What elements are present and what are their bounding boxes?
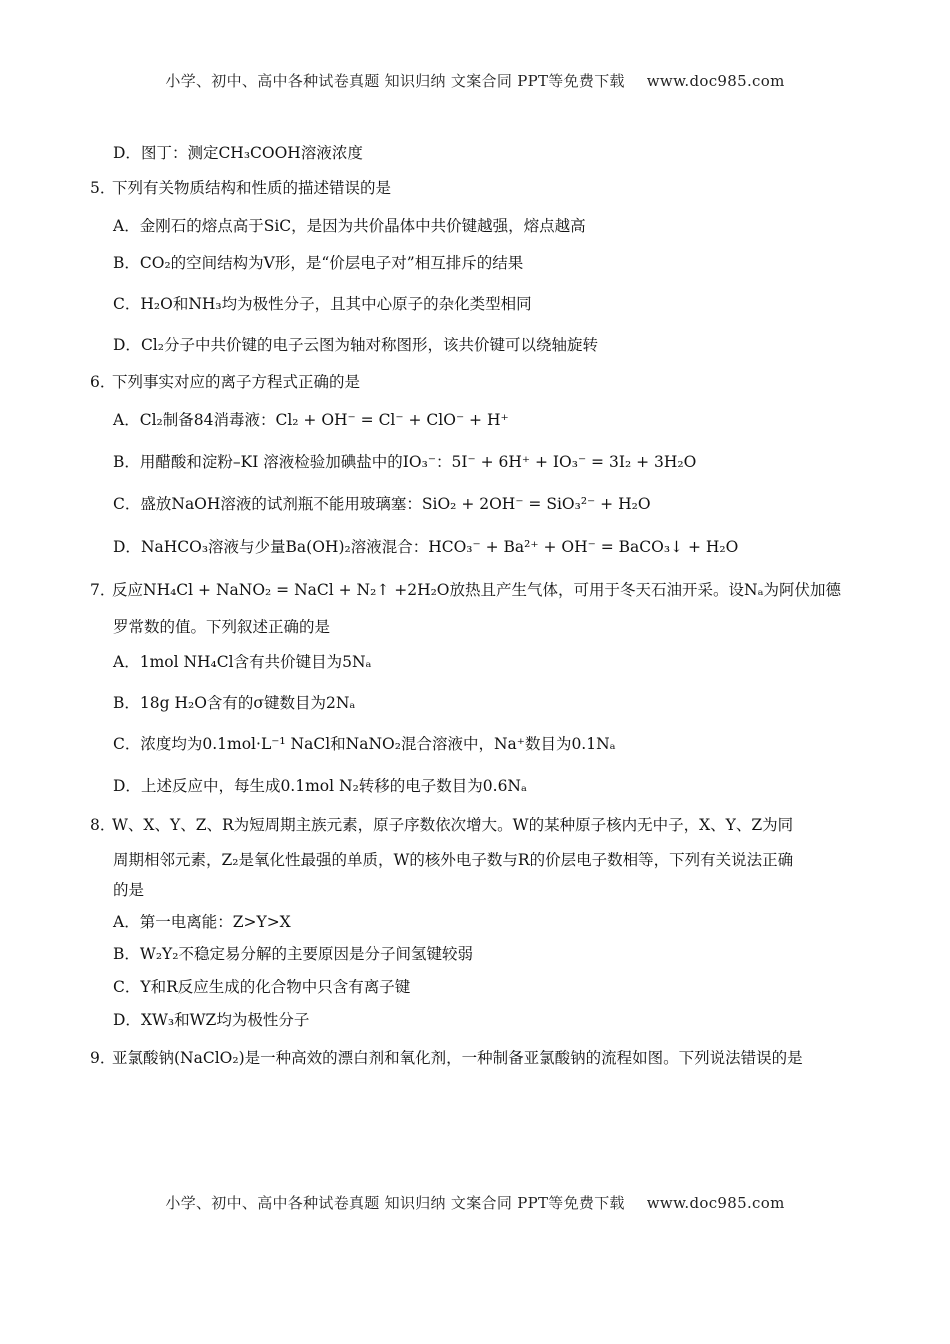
- header-url[interactable]: www.doc985.com: [646, 72, 785, 90]
- footer-url[interactable]: www.doc985.com: [646, 1194, 785, 1212]
- q5-option-b: B．CO₂的空间结构为V形，是“价层电子对”相互排斥的结果: [113, 254, 524, 272]
- page-footer: [0, 1192, 950, 1213]
- header-text: 小学、初中、高中各种试卷真题 知识归纳 文案合同 PPT等免费下载: [165, 72, 625, 90]
- question-7-stem-cont: 罗常数的值。下列叙述正确的是: [113, 618, 331, 636]
- question-8-stem-cont-2: 的是: [113, 881, 145, 899]
- q5-option-c: C．H₂O和NH₃均为极性分子，且其中心原子的杂化类型相同: [113, 295, 532, 313]
- q6-option-b: B．用醋酸和淀粉–KI 溶液检验加碘盐中的IO₃⁻：5I⁻ + 6H⁺ + IO₃⁻ = 3I₂ + 3H₂O: [113, 453, 697, 471]
- question-9-stem: 9．亚氯酸钠(NaClO₂)是一种高效的漂白剂和氧化剂，一种制备亚氯酸钠的流程如图。下列说法错误的是: [90, 1049, 803, 1067]
- page-header: [0, 70, 950, 91]
- question-7-stem: 7．反应NH₄Cl + NaNO₂ = NaCl + N₂↑ +2H₂O放热且产生气体，可用于冬天石油开采。设Nₐ为阿伏加德: [90, 581, 842, 599]
- question-5-stem: 5．下列有关物质结构和性质的描述错误的是: [90, 179, 392, 197]
- q5-option-d: D．Cl₂分子中共价键的电子云图为轴对称图形，该共价键可以绕轴旋转: [113, 336, 598, 354]
- q8-option-a: A．第一电离能：Z>Y>X: [113, 913, 291, 931]
- q8-option-b: B．W₂Y₂不稳定易分解的主要原因是分子间氢键较弱: [113, 945, 473, 963]
- q5-option-a: A．金刚石的熔点高于SiC，是因为共价晶体中共价键越强，熔点越高: [113, 217, 586, 235]
- q7-option-d: D．上述反应中，每生成0.1mol N₂转移的电子数目为0.6Nₐ: [113, 777, 527, 795]
- question-8-stem: 8．W、X、Y、Z、R为短周期主族元素，原子序数依次增大。W的某种原子核内无中子，X、Y、Z为同: [90, 816, 794, 834]
- q8-option-c: C．Y和R反应生成的化合物中只含有离子键: [113, 978, 411, 996]
- footer-text: 小学、初中、高中各种试卷真题 知识归纳 文案合同 PPT等免费下载: [165, 1194, 625, 1212]
- question-6-stem: 6．下列事实对应的离子方程式正确的是: [90, 373, 361, 391]
- q8-option-d: D．XW₃和WZ均为极性分子: [113, 1011, 310, 1029]
- q7-option-b: B．18g H₂O含有的σ键数目为2Nₐ: [113, 694, 356, 712]
- q6-option-c: C．盛放NaOH溶液的试剂瓶不能用玻璃塞：SiO₂ + 2OH⁻ = SiO₃²⁻ + H₂O: [113, 495, 651, 513]
- q7-option-a: A．1mol NH₄Cl含有共价键目为5Nₐ: [113, 653, 372, 671]
- q6-option-a: A．Cl₂制备84消毒液：Cl₂ + OH⁻ = Cl⁻ + ClO⁻ + H⁺: [113, 411, 509, 429]
- q6-option-d: D．NaHCO₃溶液与少量Ba(OH)₂溶液混合：HCO₃⁻ + Ba²⁺ + OH⁻ = BaCO₃↓ + H₂O: [113, 538, 739, 556]
- question-8-stem-cont-1: 周期相邻元素，Z₂是氧化性最强的单质，W的核外电子数与R的价层电子数相等，下列有关说法正确: [113, 851, 794, 869]
- prev-option-d: D．图丁：测定CH₃COOH溶液浓度: [113, 144, 363, 162]
- q7-option-c: C．浓度均为0.1mol·L⁻¹ NaCl和NaNO₂混合溶液中，Na⁺数目为0.1Nₐ: [113, 735, 616, 753]
